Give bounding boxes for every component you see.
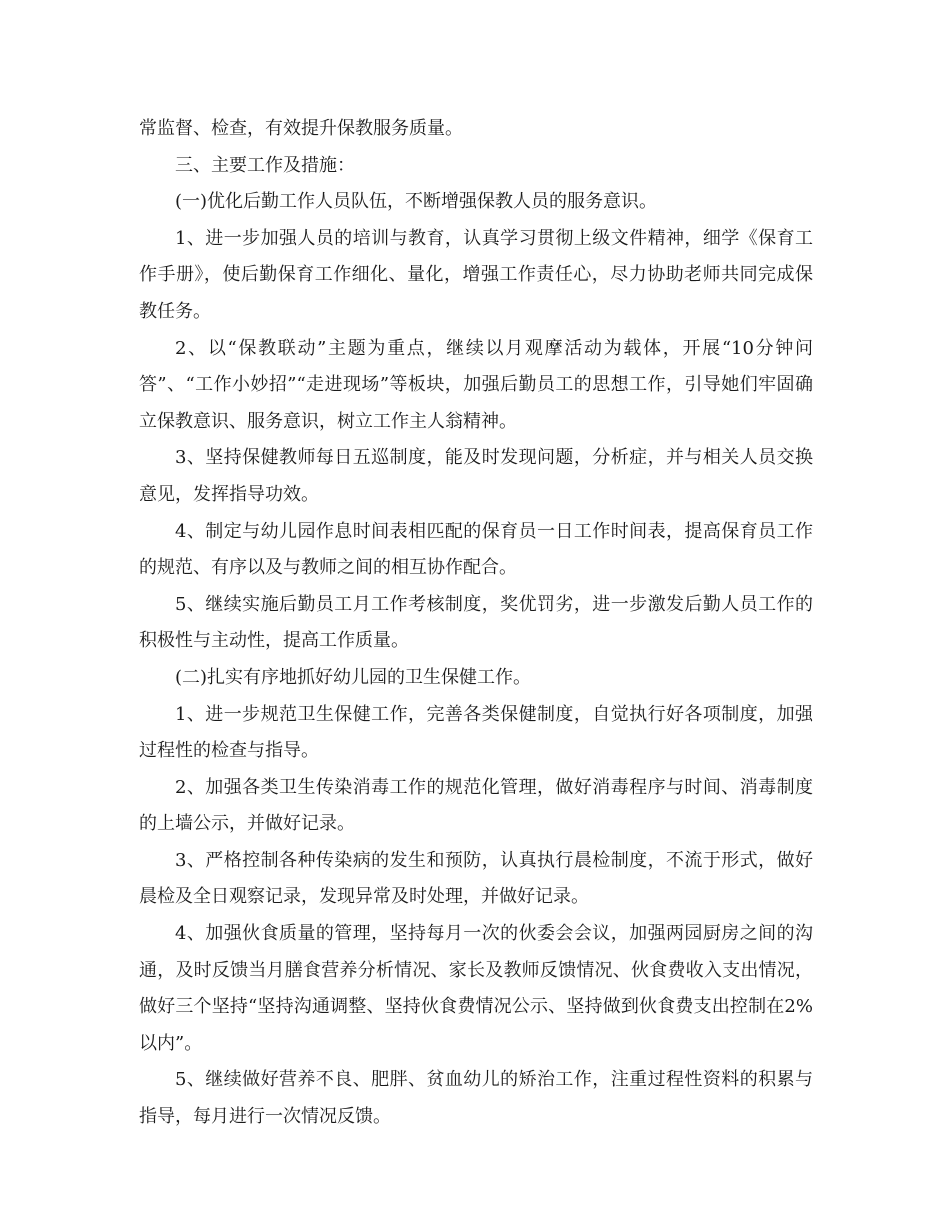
document-body	[139, 111, 813, 1136]
paragraph-2-5: 5、继续做好营养不良、肥胖、贫血幼儿的矫治工作，注重过程性资料的积累与指导，每月进行一次情况反馈。	[139, 1069, 813, 1128]
paragraph-1-5: 5、继续实施后勤员工月工作考核制度，奖优罚劣，进一步激发后勤人员工作的积极性与主动性，提高工作质量。	[139, 593, 813, 652]
paragraph-2-3: 3、严格控制各种传染病的发生和预防，认真执行晨检制度，不流于形式，做好晨检及全日观察记录，发现异常及时处理，并做好记录。	[139, 849, 813, 908]
subsection-heading-2: (二)扎实有序地抓好幼儿园的卫生保健工作。	[175, 666, 532, 688]
subsection-heading-1: (一)优化后勤工作人员队伍，不断增强保教人员的服务意识。	[175, 191, 658, 213]
paragraph-1-1: 1、进一步加强人员的培训与教育，认真学习贯彻上级文件精神，细学《保育工作手册》，使后勤保育工作细化、量化，增强工作责任心，尽力协助老师共同完成保教任务。	[139, 227, 813, 322]
paragraph-1-2: 2、以“保教联动”主题为重点，继续以月观摩活动为载体，开展“10分钟问答”、“工作小妙招”“走进现场”等板块，加强后勤员工的思想工作，引导她们牢固确立保教意识、服务意识，树立工作主人翁精神。	[139, 337, 813, 432]
paragraph-continuation: 常监督、检查，有效提升保教服务质量。	[139, 118, 463, 139]
paragraph-2-2: 2、加强各类卫生传染消毒工作的规范化管理，做好消毒程序与时间、消毒制度的上墙公示，并做好记录。	[139, 776, 813, 835]
paragraph-2-4: 4、加强伙食质量的管理，坚持每月一次的伙委会会议，加强两园厨房之间的沟通，及时反馈当月膳食营养分析情况、家长及教师反馈情况、伙食费收入支出情况，做好三个坚持“坚持沟通调整、坚持伙食费情况公示、坚持做到伙食费支出控制在2%以内”。	[139, 923, 813, 1054]
paragraph-2-1: 1、进一步规范卫生保健工作，完善各类保健制度，自觉执行好各项制度，加强过程性的检查与指导。	[139, 703, 813, 762]
paragraph-1-3: 3、坚持保健教师每日五巡制度，能及时发现问题，分析症，并与相关人员交换意见，发挥指导功效。	[139, 447, 813, 505]
section-heading-main-work: 三、主要工作及措施：	[175, 154, 355, 176]
paragraph-1-4: 4、制定与幼儿园作息时间表相匹配的保育员一日工作时间表，提高保育员工作的规范、有序以及与教师之间的相互协作配合。	[139, 520, 813, 579]
